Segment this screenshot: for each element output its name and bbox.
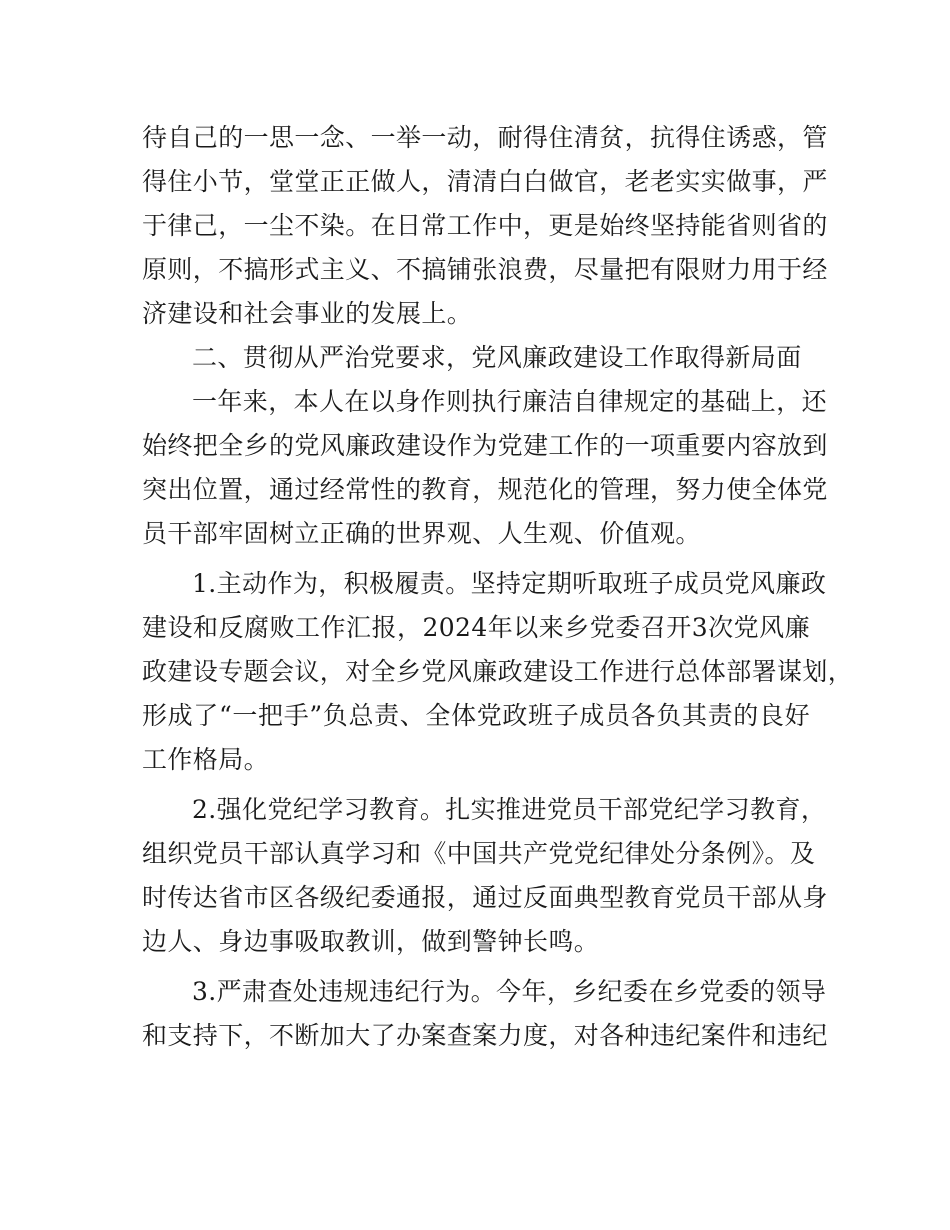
text-line: 2.强化党纪学习教育。扎实推进党员干部党纪学习教育， <box>192 795 827 824</box>
text-line: 济建设和社会事业的发展上。 <box>142 299 473 328</box>
text-line: 组织党员干部认真学习和《中国共产党党纪律处分条例》。及 <box>142 839 816 868</box>
text-line: 3.严肃查处违规违纪行为。今年，乡纪委在乡党委的领导 <box>192 977 827 1006</box>
text-line: 于律己，一尘不染。在日常工作中，更是始终坚持能省则省的 <box>142 211 828 240</box>
text-line: 待自己的一思一念、一举一动，耐得住清贫，抗得住诱惑，管 <box>142 123 828 152</box>
text-line: 政建设专题会议，对全乡党风廉政建设工作进行总体部署谋划， <box>142 657 854 686</box>
paragraph-item-1 <box>142 562 854 782</box>
text-line: 和支持下，不断加大了办案查案力度，对各种违纪案件和违纪 <box>142 1021 828 1050</box>
paragraph-item-2 <box>142 788 828 964</box>
document-body <box>142 116 854 1058</box>
text-line: 突出位置，通过经常性的教育，规范化的管理，努力使全体党 <box>142 475 828 504</box>
paragraph-item-3 <box>142 970 828 1058</box>
text-line: 一年来，本人在以身作则执行廉洁自律规定的基础上，还 <box>192 387 828 416</box>
text-line: 边人、身边事吸取教训，做到警钟长鸣。 <box>142 927 600 956</box>
text-line: 原则，不搞形式主义、不搞铺张浪费，尽量把有限财力用于经 <box>142 255 828 284</box>
text-line: 时传达省市区各级纪委通报，通过反面典型教育党员干部从身 <box>142 883 828 912</box>
text-line: 1.主动作为，积极履责。坚持定期听取班子成员党风廉政 <box>192 569 827 598</box>
paragraph-overview <box>142 380 828 556</box>
paragraph-intro <box>142 116 828 336</box>
text-line: 形成了“一把手”负总责、全体党政班子成员各负其责的良好 <box>142 701 810 730</box>
text-line: 员干部牢固树立正确的世界观、人生观、价值观。 <box>142 519 701 548</box>
section-heading <box>142 336 810 380</box>
text-line: 始终把全乡的党风廉政建设作为党建工作的一项重要内容放到 <box>142 431 828 460</box>
text-line: 建设和反腐败工作汇报，2024年以来乡党委召开3次党风廉 <box>142 613 810 642</box>
text-line: 工作格局。 <box>142 745 270 774</box>
heading-text: 二、贯彻从严治党要求，党风廉政建设工作取得新局面 <box>192 343 802 372</box>
text-line: 得住小节，堂堂正正做人，清清白白做官，老老实实做事，严 <box>142 167 828 196</box>
